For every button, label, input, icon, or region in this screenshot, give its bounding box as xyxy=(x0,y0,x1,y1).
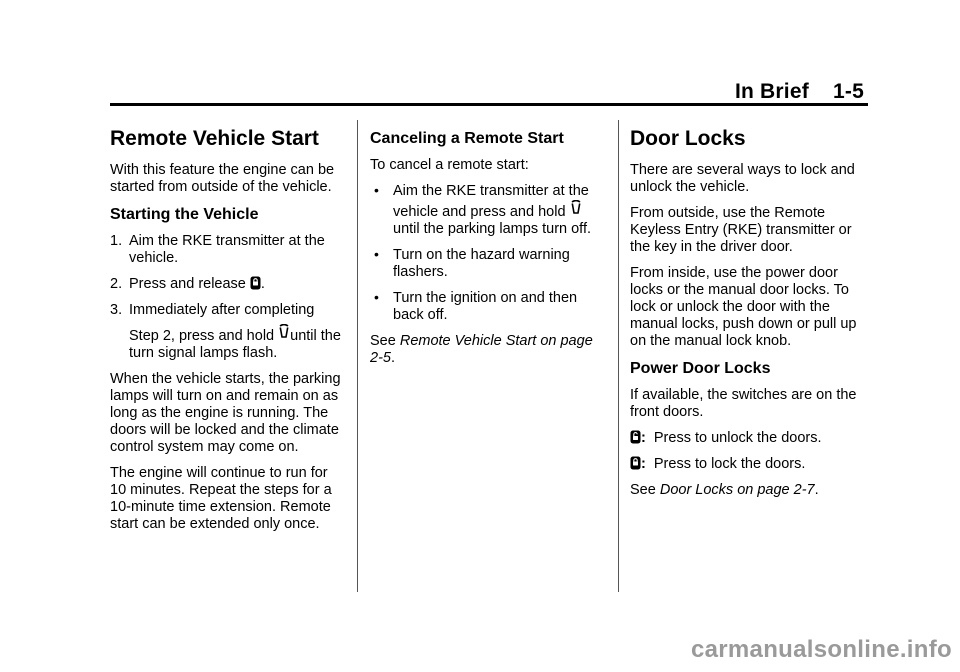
page-number: 1-5 xyxy=(833,80,864,103)
section-heading: Remote Vehicle Start xyxy=(110,127,319,150)
column-cancel-remote-start xyxy=(370,126,606,376)
bullet-icon: • xyxy=(374,182,379,198)
paragraph: There are several ways to lock and unlock the vehicle. xyxy=(630,162,855,195)
bullet-item: • Turn on the hazard warning flashers. xyxy=(374,246,570,280)
subheading: Canceling a Remote Start xyxy=(370,130,564,147)
bullet-icon: • xyxy=(374,246,379,262)
paragraph: If available, the switches are on the front doors. xyxy=(630,387,857,420)
paragraph: To cancel a remote start: xyxy=(370,157,529,173)
bullet-item: • Turn the ignition on and then back off. xyxy=(374,289,578,323)
column-door-locks xyxy=(630,126,866,508)
section-heading: Door Locks xyxy=(630,127,746,150)
lock-instruction: : Press to lock the doors. xyxy=(630,456,866,473)
cross-reference-link[interactable]: Door Locks on page 2-7 xyxy=(659,482,815,498)
column-divider-2 xyxy=(618,120,619,592)
column-divider-1 xyxy=(357,120,358,592)
cross-reference: See Door Locks on page 2-7. xyxy=(630,482,819,498)
lock-icon xyxy=(630,456,641,470)
paragraph: When the vehicle starts, the parking lamps will turn on and remain on as long as the engine is running. The doors will be locked and the climate control system may come on. xyxy=(110,371,341,455)
paragraph: With this feature the engine can be started from outside of the vehicle. xyxy=(110,162,335,195)
cross-reference-link[interactable]: Remote Vehicle Start on page 2-5 xyxy=(370,333,593,366)
step-item: 2. Press and release . xyxy=(110,276,265,292)
unlock-icon xyxy=(630,430,641,444)
lock-icon xyxy=(250,276,261,290)
watermark: carmanualsonline.info xyxy=(690,636,952,663)
paragraph: From inside, use the power door locks or the manual door locks. To lock or unlock the door with the manual locks, push down or pull up on the manual lock knob. xyxy=(630,265,857,349)
subheading: Starting the Vehicle xyxy=(110,206,259,223)
section-title: In Brief xyxy=(734,80,809,103)
step-item: 1. Aim the RKE transmitter at the vehicle. xyxy=(110,233,325,266)
column-remote-start xyxy=(110,126,346,542)
remote-start-icon xyxy=(278,324,290,339)
header-divider xyxy=(110,103,868,106)
page-header xyxy=(735,80,864,104)
step-item: 3. Immediately after completing Step 2, press and hold until the turn signal lamps flash. xyxy=(110,302,341,361)
unlock-instruction: : Press to unlock the doors. xyxy=(630,430,866,447)
remote-start-icon xyxy=(570,200,582,215)
bullet-item: • Aim the RKE transmitter at the vehicle and press and hold until the parking lamps turn off. xyxy=(374,182,592,237)
bullet-icon: • xyxy=(374,289,379,305)
paragraph: From outside, use the Remote Keyless Entry (RKE) transmitter or the key in the driver door. xyxy=(630,205,852,255)
cross-reference: See Remote Vehicle Start on page 2-5. xyxy=(370,333,593,366)
subheading: Power Door Locks xyxy=(630,360,771,377)
paragraph: The engine will continue to run for 10 minutes. Repeat the steps for a 10-minute time extension. Remote start can be extended only once. xyxy=(110,465,332,532)
